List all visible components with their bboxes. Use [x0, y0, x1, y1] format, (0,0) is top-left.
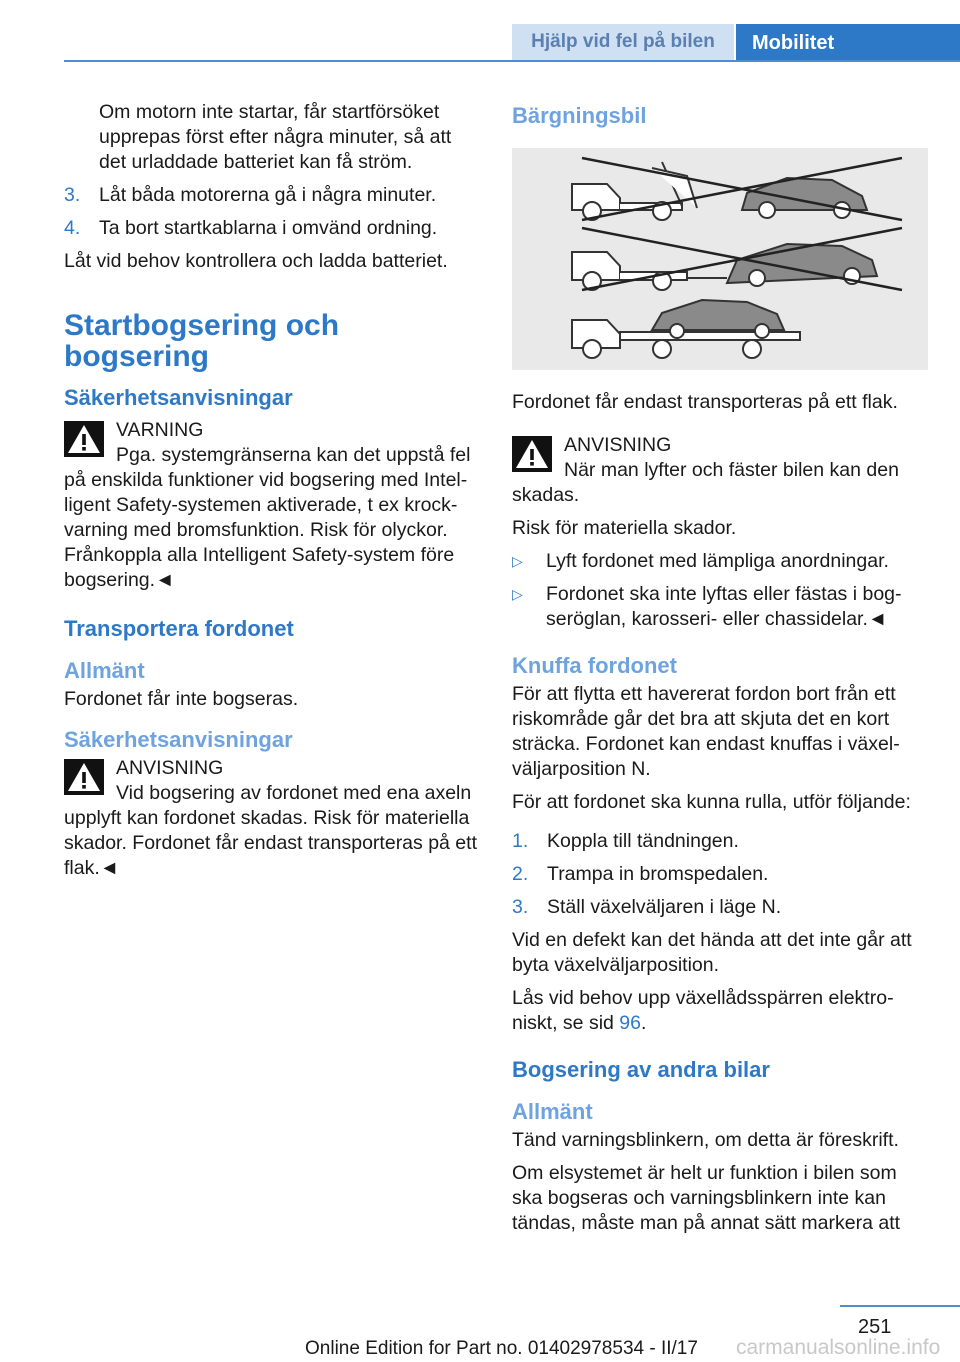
- defect-text: Vid en defekt kan det hända att det inte går att byta växelväljarposition.: [512, 929, 912, 976]
- notice-box: [64, 756, 480, 881]
- unlock-text-b: .: [641, 1012, 647, 1034]
- step-text: Låt båda motorerna gå i några minuter.: [99, 184, 437, 206]
- push-heading: Knuffa fordonet: [512, 653, 677, 678]
- list-item: [64, 216, 480, 241]
- watermark: carmanualsonline.info: [736, 1336, 941, 1359]
- bullet-text: Fordonet ska inte lyftas eller fästas i bogseröglan, karosseri- eller chassidelar.◄: [546, 583, 902, 630]
- notice-label: ANVISNING: [564, 434, 672, 456]
- footer-rule: [840, 1305, 960, 1307]
- warning-triangle-icon: [512, 436, 552, 472]
- safety-heading-2: Säkerhetsanvisningar: [64, 727, 293, 752]
- transport-heading: Transportera fordonet: [64, 616, 294, 641]
- page-number: 251: [858, 1316, 892, 1338]
- left-column: [64, 100, 480, 889]
- step-text: Ta bort startkablarna i omvänd ordning.: [99, 217, 438, 239]
- general-heading: Allmänt: [64, 658, 145, 683]
- list-item: [512, 862, 930, 887]
- unlock-text: [512, 986, 930, 1036]
- header-rule: [64, 60, 960, 62]
- page-reference-link[interactable]: 96: [619, 1012, 641, 1034]
- list-item: [512, 582, 930, 632]
- tow-truck-illustration: [512, 148, 928, 370]
- warning-text: Pga. systemgränserna kan det uppstå fel på enskilda funktioner vid bogsering med Intelligent Safety-systemen aktiverade, t ex krockvarning med bromsfunktion. Risk för olyckor. Frånkoppla alla Intelligent Safety-system före bogsering.◄: [64, 444, 471, 591]
- figure-caption: Fordonet får endast transporteras på ett flak.: [512, 391, 898, 413]
- electric-text: Om elsystemet är helt ur funktion i bilen som ska bogseras och varningsblinkern inte kan tändas, måste man på annat sätt markera att: [512, 1162, 901, 1234]
- notice-label: ANVISNING: [116, 757, 224, 779]
- footer-edition: Online Edition for Part no. 01402978534 - II/17: [305, 1338, 698, 1359]
- intro-continued: Om motorn inte startar, får startförsöket upprepas först efter några minuter, så att det urladdade batteriet kan få ström.: [99, 101, 452, 173]
- step-number: 3.: [512, 896, 529, 918]
- step-number: 1.: [512, 830, 529, 852]
- hazard-text: Tänd varningsblinkern, om detta är föreskrift.: [512, 1129, 899, 1151]
- chapter-title: Startbogsering och bogsering: [64, 309, 340, 373]
- right-column: [512, 100, 930, 1244]
- notice-box-2: [512, 433, 930, 508]
- step-number: 2.: [512, 863, 529, 885]
- step-text: Trampa in bromspedalen.: [547, 863, 769, 885]
- safety-heading: Säkerhetsanvisningar: [64, 385, 293, 410]
- after-steps-text: Låt vid behov kontrollera och ladda batteriet.: [64, 250, 448, 272]
- tow-truck-heading: Bärgningsbil: [512, 103, 647, 128]
- step-number: 4.: [64, 217, 81, 239]
- list-item: [512, 829, 930, 854]
- unlock-text-a: Lås vid behov upp växellådsspärren elektroniskt, se sid: [512, 987, 894, 1034]
- list-item: [512, 549, 930, 574]
- triangle-right-icon: ▷: [512, 586, 523, 602]
- risk-text: Risk för materiella skador.: [512, 517, 737, 539]
- bullet-text: Lyft fordonet med lämpliga anordningar.: [546, 550, 889, 572]
- warning-label: VARNING: [116, 419, 204, 441]
- push-text: För att flytta ett havererat fordon bort från ett riskområde går det bra att skjuta det en kort sträcka. Fordonet kan endast knuffas i växelväljarposition N.: [512, 683, 900, 780]
- step-text: Ställ växelväljaren i läge N.: [547, 896, 782, 918]
- step-number: 3.: [64, 184, 81, 206]
- warning-box: [64, 418, 480, 593]
- list-item: [64, 183, 480, 208]
- other-cars-heading: Bogsering av andra bilar: [512, 1057, 770, 1082]
- warning-triangle-icon: [64, 759, 104, 795]
- step-text: Koppla till tändningen.: [547, 830, 739, 852]
- header-active-tab: Mobilitet: [736, 24, 960, 62]
- general-heading-2: Allmänt: [512, 1099, 593, 1124]
- notice-text: Vid bogsering av fordonet med ena axeln upplyft kan fordonet skadas. Risk för materiella skador. Fordonet får endast transporteras på ett flak.◄: [64, 782, 477, 879]
- notice-text: När man lyfter och fäster bilen kan den skadas.: [512, 459, 899, 506]
- push-intro: För att fordonet ska kunna rulla, utför följande:: [512, 791, 911, 813]
- triangle-right-icon: ▷: [512, 553, 523, 569]
- general-text: Fordonet får inte bogseras.: [64, 688, 299, 710]
- warning-triangle-icon: [64, 421, 104, 457]
- list-item: [512, 895, 930, 920]
- header-section-tab: Hjälp vid fel på bilen: [512, 24, 734, 60]
